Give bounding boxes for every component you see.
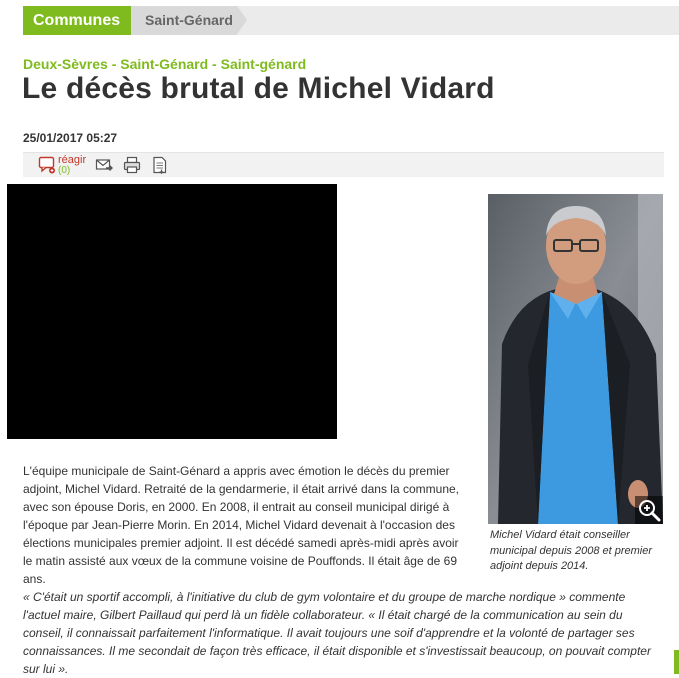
video-player[interactable] bbox=[7, 184, 337, 439]
breadcrumb-commune-link[interactable]: Saint-Génard bbox=[131, 6, 237, 35]
zoom-icon bbox=[635, 496, 663, 524]
print-button[interactable] bbox=[123, 156, 141, 174]
side-accent-bar bbox=[674, 650, 679, 674]
portrait-photo bbox=[488, 194, 663, 524]
react-button[interactable] bbox=[38, 154, 90, 176]
send-icon bbox=[95, 156, 113, 174]
react-label: réagir bbox=[58, 154, 87, 166]
react-count: (0) bbox=[58, 165, 71, 176]
zoom-button[interactable] bbox=[635, 496, 663, 524]
article-photo[interactable] bbox=[488, 194, 663, 524]
photo-caption: Michel Vidard était conseiller municipal depuis 2008 et premier adjoint depuis 2014. bbox=[490, 529, 653, 572]
breadcrumb-communes-link[interactable]: Communes bbox=[23, 6, 131, 35]
article-body: L'équipe municipale de Saint-Génard a appris avec émotion le décès du premier adjoint, Michel Vidard. Retraité de la gendarmerie, il était arrivé dans la commune, avec son épouse Doris, en 2000. En 2008, il entrait au conseil municipal dirigé à l'époque par Jean-Pierre Morin. En 2014, Michel Vidard devenait à l'occasion des élections municipales premier adjoint. Il est décédé samedi après-midi après avoir le matin assisté aux vœux de la commune voisine de Pouffonds. Il était âge de 69 ans. bbox=[23, 464, 459, 586]
save-icon bbox=[151, 156, 169, 174]
comment-icon bbox=[38, 156, 56, 174]
send-article-button[interactable] bbox=[95, 156, 113, 174]
page-title: Le décès brutal de Michel Vidard bbox=[22, 72, 495, 105]
article-toolbar bbox=[23, 152, 664, 177]
breadcrumb bbox=[23, 6, 679, 35]
article-date: 25/01/2017 05:27 bbox=[23, 131, 118, 145]
article-kicker: Deux-Sèvres - Saint-Génard - Saint-génard bbox=[23, 56, 307, 72]
print-icon bbox=[123, 156, 141, 174]
save-button[interactable] bbox=[151, 156, 169, 174]
article-quote: « C'était un sportif accompli, à l'initiative du club de gym volontaire et du groupe de marche nordique » commente l'actuel maire, Gilbert Paillaud qui perd là un fidèle collaborateur. « Il était chargé de la communication au sein du conseil, il connaissait parfaitement l'informatique. Il avait toujours une soif d'apprendre et la volonté de partager ses connaissances. Il me secondait de façon très efficace, il était disponible et s'investissait beaucoup, on pouvait compter sur lui ». bbox=[23, 590, 651, 676]
